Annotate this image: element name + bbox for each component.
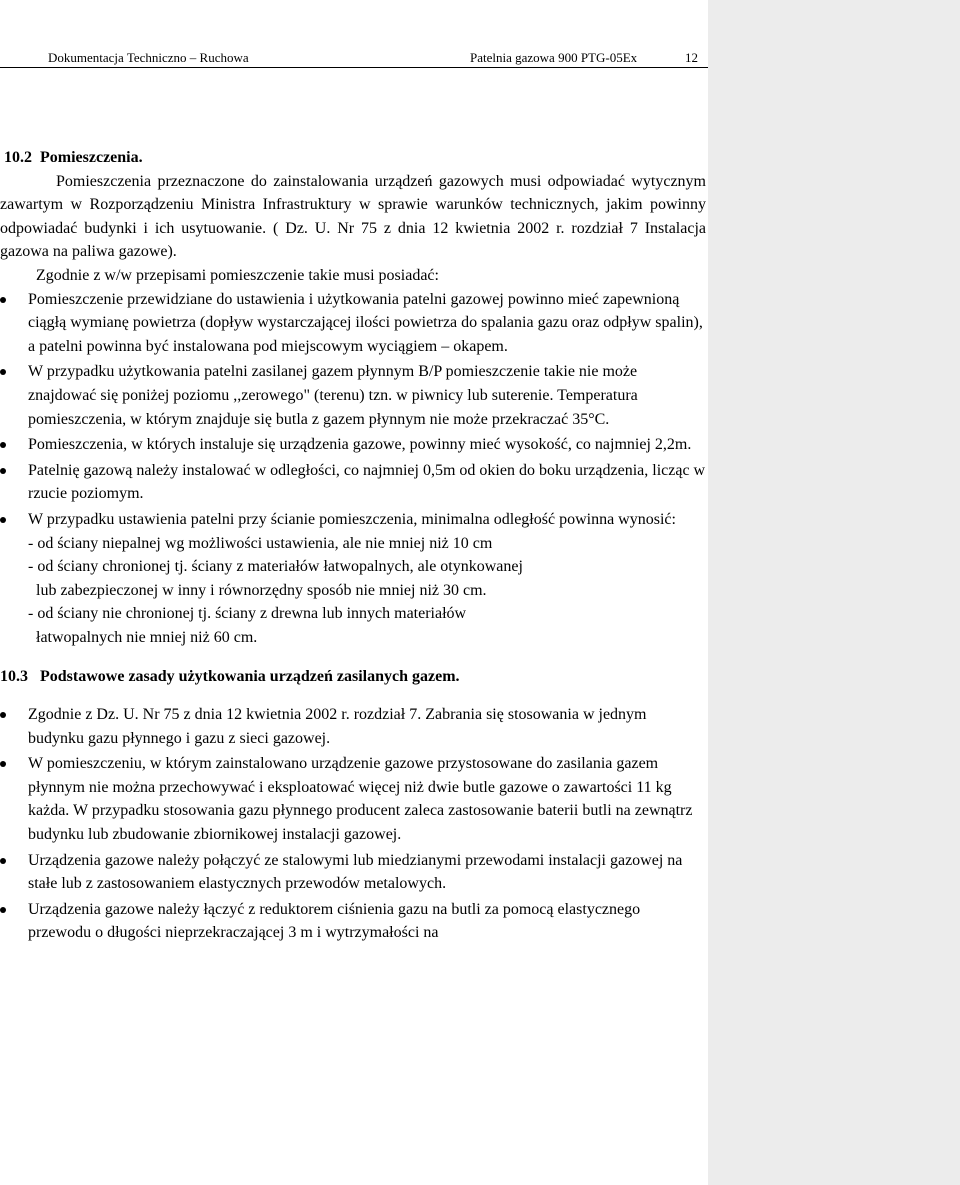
list-item (0, 459, 706, 506)
bullet-icon (0, 907, 6, 913)
distance-rule-line: - od ściany niepalnej wg możliwości ustawienia, ale nie mniej niż 10 cm (28, 534, 493, 552)
section-103 (0, 665, 706, 945)
section-103-heading (0, 665, 706, 689)
section-102-bullet-list (0, 288, 706, 650)
list-item (0, 849, 706, 896)
section-103-bullet-list (0, 703, 706, 945)
distance-rule-line: - od ściany chronionej tj. ściany z materiałów łatwopalnych, ale otynkowanej (28, 558, 523, 576)
list-item-text: Pomieszczenia, w których instaluje się urządzenia gazowe, powinny mieć wysokość, co najmniej 2,2m. (28, 436, 692, 454)
section-103-number: 10.3 (0, 668, 28, 686)
list-item-text: Patelnię gazową należy instalować w odległości, co najmniej 0,5m od okien do boku urządzenia, licząc w rzucie poziomym. (28, 461, 706, 503)
list-item-text: W pomieszczeniu, w którym zainstalowano urządzenie gazowe przystosowane do zasilania gazem płynnym nie można przechowywać i eksploatować więcej niż dwie butle gazowe o zawartości 11 kg każda. W przypadku stosowania gazu płynnego producent zaleca zastosowanie baterii butli na zewnątrz budynku lub zbudowanie zbiornikowej instalacji gazowej. (28, 755, 693, 844)
section-102-lead: Zgodnie z w/w przepisami pomieszczenie takie musi posiadać: (36, 266, 439, 284)
list-item (0, 433, 706, 457)
distance-rule-line: - od ściany nie chronionej tj. ściany z drewna lub innych materiałów (28, 605, 467, 623)
list-item (0, 752, 706, 846)
header-divider (0, 67, 708, 68)
list-item (0, 360, 706, 431)
bullet-icon (0, 517, 6, 523)
bullet-icon (0, 468, 6, 474)
distance-rule-continuation: lub zabezpieczonej w inny i równorzędny sposób nie mniej niż 30 cm. (36, 581, 487, 599)
list-item-text: W przypadku użytkowania patelni zasilanej gazem płynnym B/P pomieszczenie takie nie może znajdować się poniżej poziomu ,,zerowego" (terenu) tzn. w piwnicy lub suterenie. Temperatura pomieszczenia, w którym znajduje się butla z gazem płynnym nie może przekraczać 35°C. (28, 363, 638, 428)
bullet-icon (0, 297, 6, 303)
document-body (0, 146, 706, 947)
comment-sidebar (708, 0, 960, 1185)
distance-rule-continuation: łatwopalnych nie mniej niż 60 cm. (36, 628, 258, 646)
list-item (0, 898, 706, 945)
bullet-icon (0, 858, 6, 864)
section-102-number: 10.2 (4, 149, 32, 166)
header-doc-title: Dokumentacja Techniczno – Ruchowa (48, 50, 249, 65)
section-102-heading (4, 146, 706, 170)
bullet-icon (0, 369, 6, 375)
list-item (0, 703, 706, 750)
header-product-name: Patelnia gazowa 900 PTG-05Ex (470, 50, 638, 65)
list-item (0, 288, 706, 359)
section-103-title: Podstawowe zasady użytkowania urządzeń zasilanych gazem. (40, 668, 460, 686)
list-item-text: Pomieszczenie przewidziane do ustawienia i użytkowania patelni gazowej powinno mieć zapewnioną ciągłą wymianę powietrza (dopływ wystarczającej ilości powietrza do spalania gazu oraz odpływ spalin), a patelni powinna być instalowana pod miejscowym wyciągiem – okapem. (28, 290, 703, 355)
bullet-icon (0, 712, 6, 718)
list-item-text: Urządzenia gazowe należy łączyć z reduktorem ciśnienia gazu na butli za pomocą elastycznego przewodu o długości nieprzekraczającej 3 m i wytrzymałości na (28, 900, 641, 942)
list-item (0, 508, 706, 650)
section-102-title: Pomieszczenia. (40, 149, 143, 166)
bullet-icon (0, 442, 6, 448)
section-102-intro: Pomieszczenia przeznaczone do zainstalowania urządzeń gazowych musi odpowiadać wytycznym zawartym w Rozporządzeniu Ministra Infrastruktury w sprawie warunków technicznych, jakim powinny odpowiadać budynki i ich usytuowanie. ( Dz. U. Nr 75 z dnia 12 kwietnia 2002 r. rozdział 7 Instalacja gazowa na paliwa gazowe). (0, 172, 706, 261)
header-page-number: 12 (685, 50, 698, 65)
list-item-text: Zgodnie z Dz. U. Nr 75 z dnia 12 kwietnia 2002 r. rozdział 7. Zabrania się stosowania w jednym budynku gazu płynnego i gazu z sieci gazowej. (28, 706, 647, 747)
list-item-text: Urządzenia gazowe należy połączyć ze stalowymi lub miedzianymi przewodami instalacji gazowej na stałe lub z zastosowaniem elastycznych przewodów metalowych. (28, 851, 683, 893)
bullet-icon (0, 761, 6, 767)
list-item-text: W przypadku ustawienia patelni przy ścianie pomieszczenia, minimalna odległość powinna wynosić: (28, 510, 676, 528)
